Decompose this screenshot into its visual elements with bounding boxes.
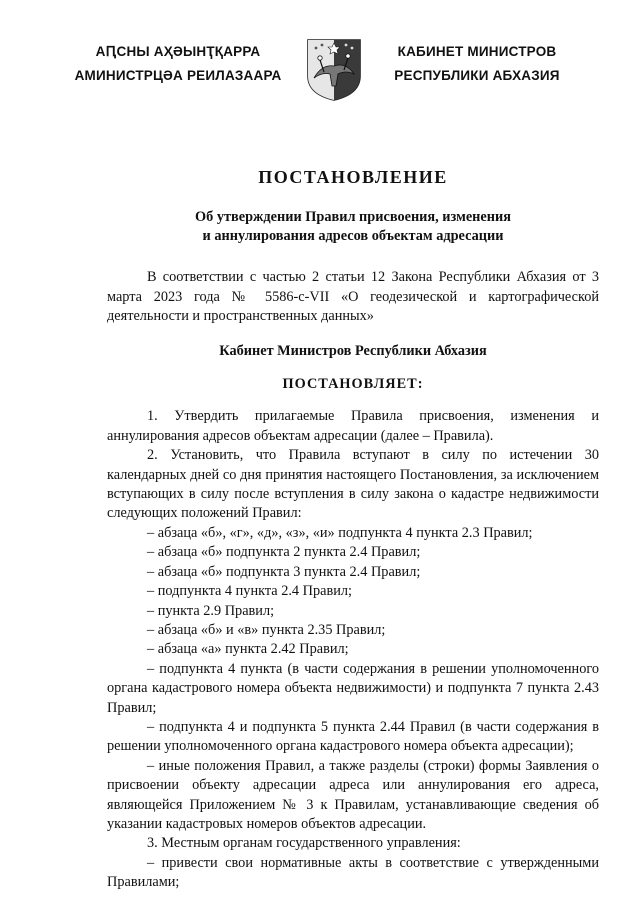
list-item: – иные положения Правил, а также разделы (строки) формы Заявления о присвоении объекту адресации адреса или аннулирования его адреса, являющейся Приложением № 3 к Правилам, устанавливающие сведения об указании кадастровых номеров объектов адресации.: [107, 757, 599, 832]
document-subtitle: [107, 208, 599, 246]
list-item: – подпункта 4 и подпункта 5 пункта 2.44 Правил (в части содержания в решении уполномоченного органа кадастрового номера объекта адресации);: [107, 718, 599, 755]
header-right-line1: КАБИНЕТ МИНИСТРОВ: [397, 44, 557, 59]
list-item: – привести свои нормативные акты в соответствие с утвержденными Правилами;: [107, 854, 599, 891]
list-item: – абзаца «б» подпункта 2 пункта 2.4 Правил;: [147, 544, 421, 561]
document-body: [107, 168, 599, 893]
header-right-line2: РЕСПУБЛИКИ АБХАЗИЯ: [394, 68, 560, 83]
subtitle-line1: Об утверждении Правил присвоения, изменения: [195, 209, 511, 226]
list-item: – подпункта 4 пункта (в части содержания в решении уполномоченного органа кадастрового номера объекта недвижимости) и подпункта 7 пункта 2.43 Правил;: [107, 660, 599, 716]
header-left-line2: АМИНИСТРЦӘА РЕИЛАЗААРА: [74, 68, 282, 83]
header-right-russian: [372, 40, 582, 88]
document-title: ПОСТАНОВЛЕНИЕ: [258, 167, 448, 187]
resolves-heading: ПОСТАНОВЛЯЕТ:: [282, 376, 424, 393]
paragraph-2: 2. Установить, что Правила вступают в силу по истечении 30 календарных дней со дня принятия настоящего Постановления, за исключением вступающих в силу после вступления в силу закона о кадастре недвижимости следующих положений Правил:: [107, 447, 599, 522]
list-item: – абзаца «а» пункта 2.42 Правил;: [147, 641, 349, 658]
list-item: – абзаца «б» и «в» пункта 2.35 Правил;: [147, 621, 386, 638]
list-item: – абзаца «б», «г», «д», «з», «и» подпункта 4 пункта 2.3 Правил;: [147, 524, 533, 541]
header-left-line1: АԤСНЫ АҲӘЫНҬҚАРРА: [95, 44, 261, 59]
abkhazia-coat-of-arms-icon: [302, 36, 366, 102]
list-item: – абзаца «б» подпункта 3 пункта 2.4 Правил;: [147, 563, 421, 580]
issuing-authority: Кабинет Министров Республики Абхазия: [219, 342, 487, 359]
paragraph-3: 3. Местным органам государственного управления:: [147, 835, 461, 852]
list-item: – подпункта 4 пункта 2.4 Правил;: [147, 583, 352, 600]
paragraph-1: 1. Утвердить прилагаемые Правила присвоения, изменения и аннулирования адресов объектам адресации (далее – Правила).: [107, 408, 599, 444]
preamble: В соответствии с частью 2 статьи 12 Закона Республики Абхазия от 3 марта 2023 года № 5586-с-VII «О геодезической и картографической деятельности и пространственных данных»: [107, 269, 599, 325]
header-left-abkhaz: [58, 40, 298, 88]
subtitle-line2: и аннулирования адресов объектам адресации: [202, 228, 504, 245]
list-item: – пункта 2.9 Правил;: [147, 602, 275, 619]
